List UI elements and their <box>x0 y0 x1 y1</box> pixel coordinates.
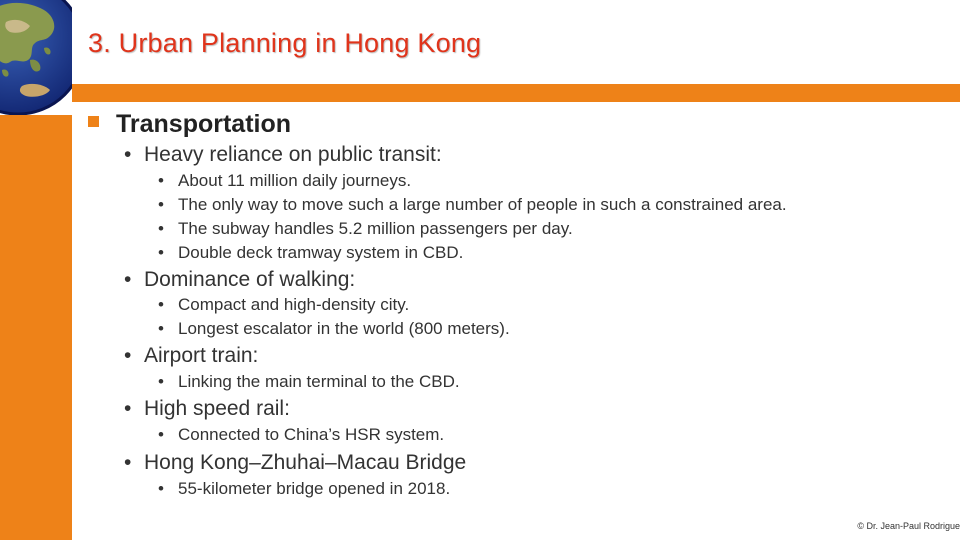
sub-bullet-text: About 11 million daily journeys. <box>178 171 412 190</box>
sub-bullet-item: • 55-kilometer bridge opened in 2018. <box>158 479 451 498</box>
bullet-text: Airport train: <box>144 344 259 367</box>
bullet-text: Hong Kong–Zhuhai–Macau Bridge <box>144 451 467 474</box>
sub-bullet-text: Linking the main terminal to the CBD. <box>178 372 460 391</box>
bullet-item: • Dominance of walking: <box>124 268 356 291</box>
slide-title: 3. Urban Planning in Hong Kong <box>88 28 482 58</box>
bullet-item: • Airport train: <box>124 344 259 367</box>
sub-bullet-item: • The subway handles 5.2 million passengers per day. <box>158 219 573 238</box>
sub-bullet-text: Connected to China’s HSR system. <box>178 425 445 444</box>
sub-bullet-text: The only way to move such a large number of people in such a constrained area. <box>178 195 787 214</box>
bullet-text: High speed rail: <box>144 397 290 420</box>
sub-bullet-item: • Connected to China’s HSR system. <box>158 425 445 444</box>
copyright-footer: © Dr. Jean-Paul Rodrigue <box>857 521 960 531</box>
bullet-text: Dominance of walking: <box>144 268 356 291</box>
square-bullet-icon <box>88 116 99 127</box>
sub-bullet-item: • Longest escalator in the world (800 meters). <box>158 319 510 338</box>
section-heading: Transportation <box>116 110 292 138</box>
globe-icon <box>0 0 72 115</box>
sub-bullet-text: Double deck tramway system in CBD. <box>178 243 464 262</box>
bullet-item: • Heavy reliance on public transit: <box>124 143 442 166</box>
sub-bullet-item: • Double deck tramway system in CBD. <box>158 243 464 262</box>
bullet-item: • Hong Kong–Zhuhai–Macau Bridge <box>124 451 467 474</box>
sub-bullet-item: • Compact and high-density city. <box>158 295 410 314</box>
title-underline-bar <box>72 84 960 102</box>
sub-bullet-item: • Linking the main terminal to the CBD. <box>158 372 460 391</box>
sub-bullet-text: Longest escalator in the world (800 meters). <box>178 319 510 338</box>
sub-bullet-item: • The only way to move such a large number of people in such a constrained area. <box>158 195 787 214</box>
sub-bullet-item: • About 11 million daily journeys. <box>158 171 412 190</box>
bullet-text: Heavy reliance on public transit: <box>144 143 442 166</box>
sub-bullet-text: Compact and high-density city. <box>178 295 410 314</box>
sub-bullet-text: 55-kilometer bridge opened in 2018. <box>178 479 451 498</box>
sub-bullet-text: The subway handles 5.2 million passengers per day. <box>178 219 573 238</box>
bullet-item: • High speed rail: <box>124 397 290 420</box>
